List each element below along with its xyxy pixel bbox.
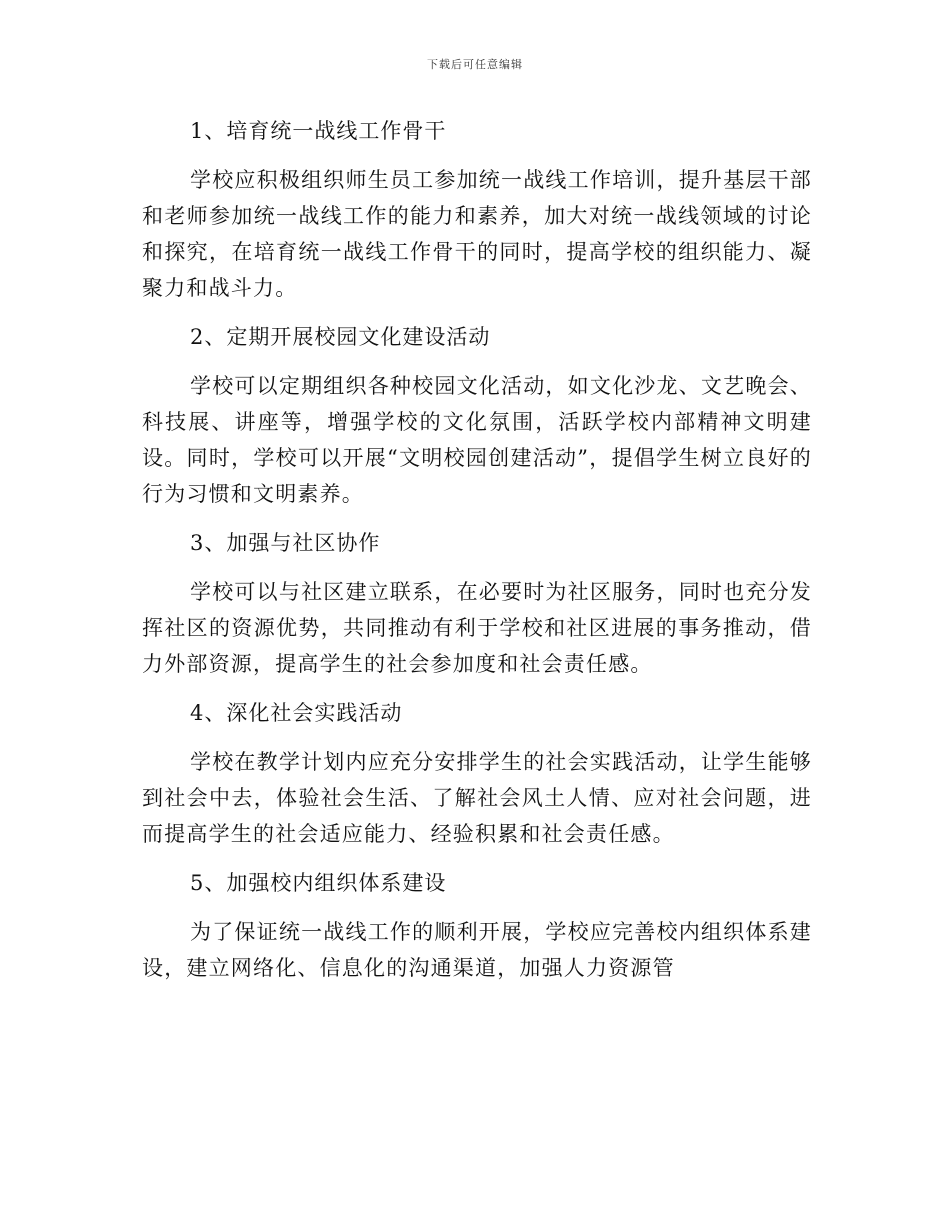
section-paragraph-2: 学校可以定期组织各种校园文化活动，如文化沙龙、文艺晚会、科技展、讲座等，增强学校的文化氛围，活跃学校内部精神文明建设。同时，学校可以开展“文明校园创建活动”，提倡学生树立良好的行为习惯和文明素养。 bbox=[142, 374, 812, 506]
page-header: 下载后可任意编辑 bbox=[427, 58, 523, 71]
section-paragraph-4: 学校在教学计划内应充分安排学生的社会实践活动，让学生能够到社会中去，体验社会生活、了解社会风土人情、应对社会问题，进而提高学生的社会适应能力、经验积累和社会责任感。 bbox=[142, 750, 812, 846]
section-paragraph-1: 学校应积极组织师生员工参加统一战线工作培训，提升基层干部和老师参加统一战线工作的能力和素养，加大对统一战线领域的讨论和探究，在培育统一战线工作骨干的同时，提高学校的组织能力、凝聚力和战斗力。 bbox=[142, 168, 812, 300]
section-paragraph-5: 为了保证统一战线工作的顺利开展，学校应完善校内组织体系建设，建立网络化、信息化的沟通渠道，加强人力资源管 bbox=[142, 920, 812, 980]
section-heading-4: 4、深化社会实践活动 bbox=[190, 701, 403, 725]
section-heading-3: 3、加强与社区协作 bbox=[190, 531, 381, 555]
section-heading-1: 1、培育统一战线工作骨干 bbox=[190, 119, 447, 143]
section-heading-5: 5、加强校内组织体系建设 bbox=[190, 871, 447, 895]
section-paragraph-3: 学校可以与社区建立联系，在必要时为社区服务，同时也充分发挥社区的资源优势，共同推动有利于学校和社区进展的事务推动，借力外部资源，提高学生的社会参加度和社会责任感。 bbox=[142, 580, 812, 676]
document-body bbox=[142, 113, 812, 999]
section-heading-2: 2、定期开展校园文化建设活动 bbox=[190, 325, 491, 349]
